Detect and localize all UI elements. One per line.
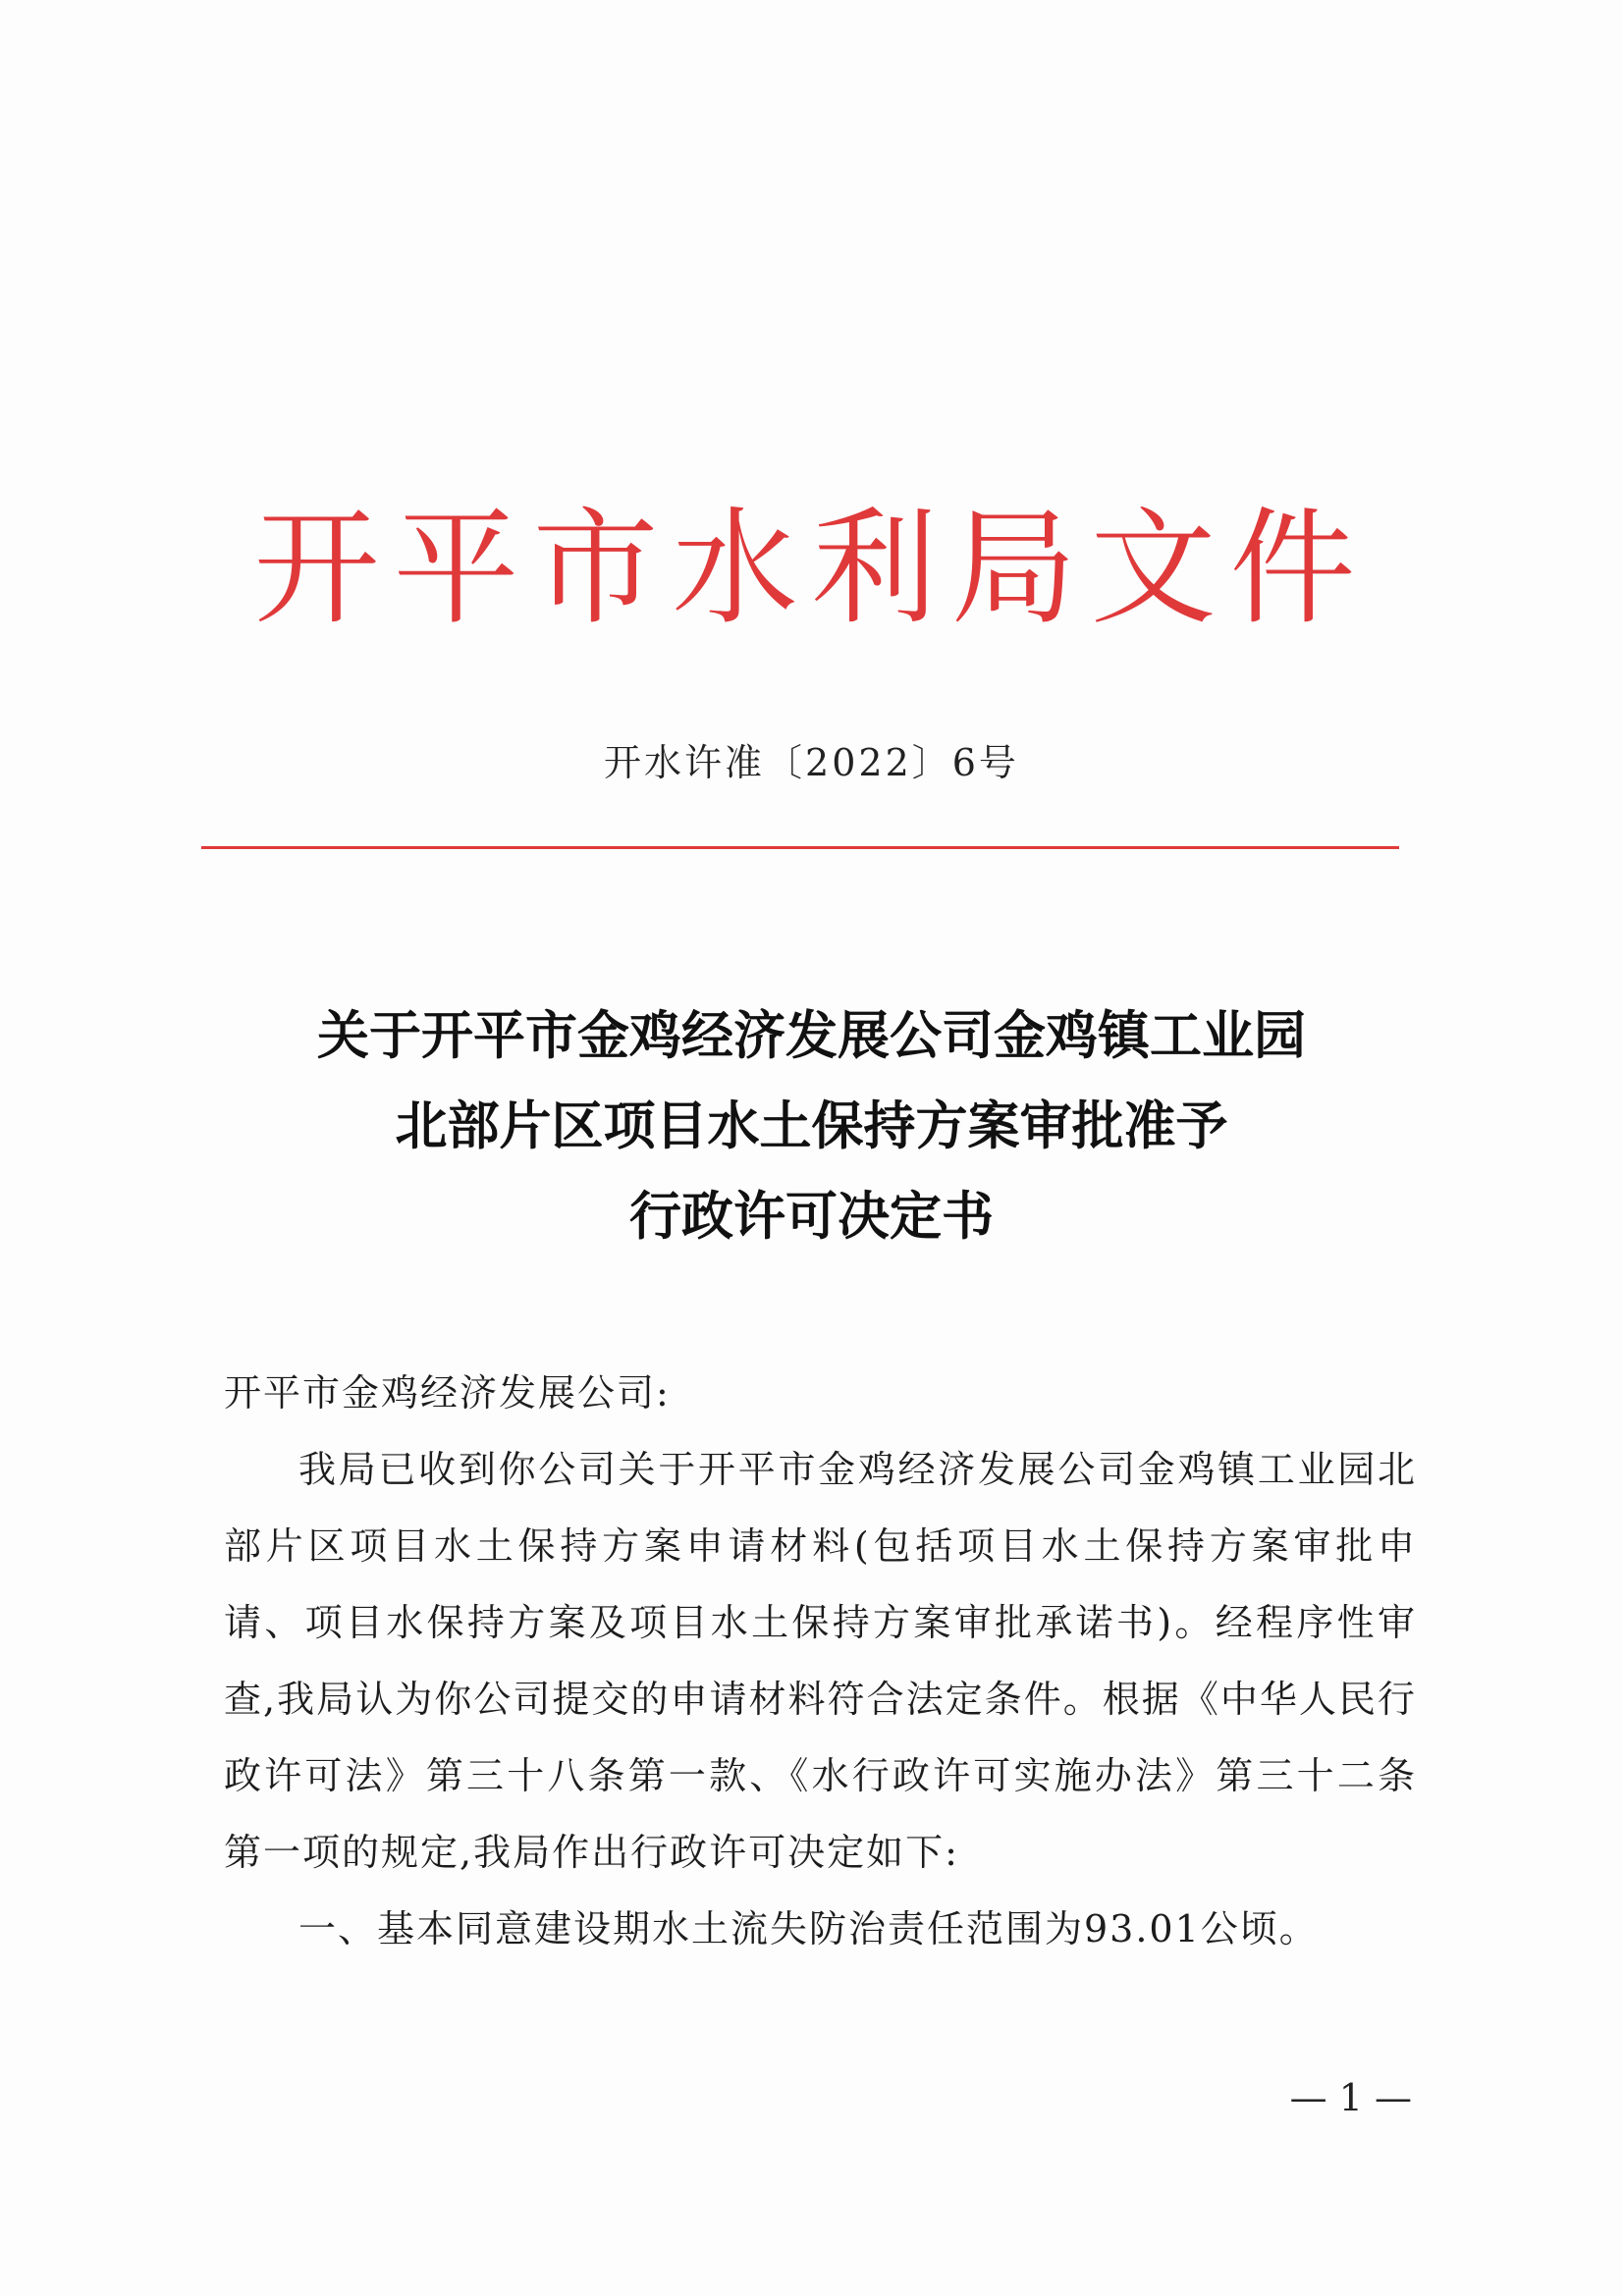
paragraph-item-1: 一、基本同意建设期水土流失防治责任范围为93.01公顷。 (298, 1907, 1319, 1950)
title-line-2: 北部片区项目水土保持方案审批准予 (395, 1096, 1228, 1156)
page-number-text: — 1 — (1289, 2076, 1412, 2119)
red-divider (201, 846, 1399, 849)
title-line-3: 行政许可决定书 (629, 1187, 994, 1247)
document-body (224, 1355, 1417, 1967)
title-line-1: 关于开平市金鸡经济发展公司金鸡镇工业园 (317, 1006, 1306, 1066)
document-number: 开水许准〔2022〕6号 (604, 741, 1019, 784)
salutation: 开平市金鸡经济发展公司: (224, 1371, 671, 1415)
document-title (0, 991, 1623, 1262)
masthead-title: 开平市水利局文件 (253, 496, 1370, 642)
paragraph-main: 我局已收到你公司关于开平市金鸡经济发展公司金鸡镇工业园北部片区项目水土保持方案申请材料(包括项目水土保持方案审批申请、项目水保持方案及项目水土保持方案审批承诺书)。经程序性审查,我局认为你公司提交的申请材料符合法定条件。根据《中华人民行政许可法》第三十八条第一款、《水行政许可实施办法》第三十二条第一项的规定,我局作出行政许可决定如下: (224, 1448, 1417, 1874)
page-number (0, 2073, 1623, 2122)
